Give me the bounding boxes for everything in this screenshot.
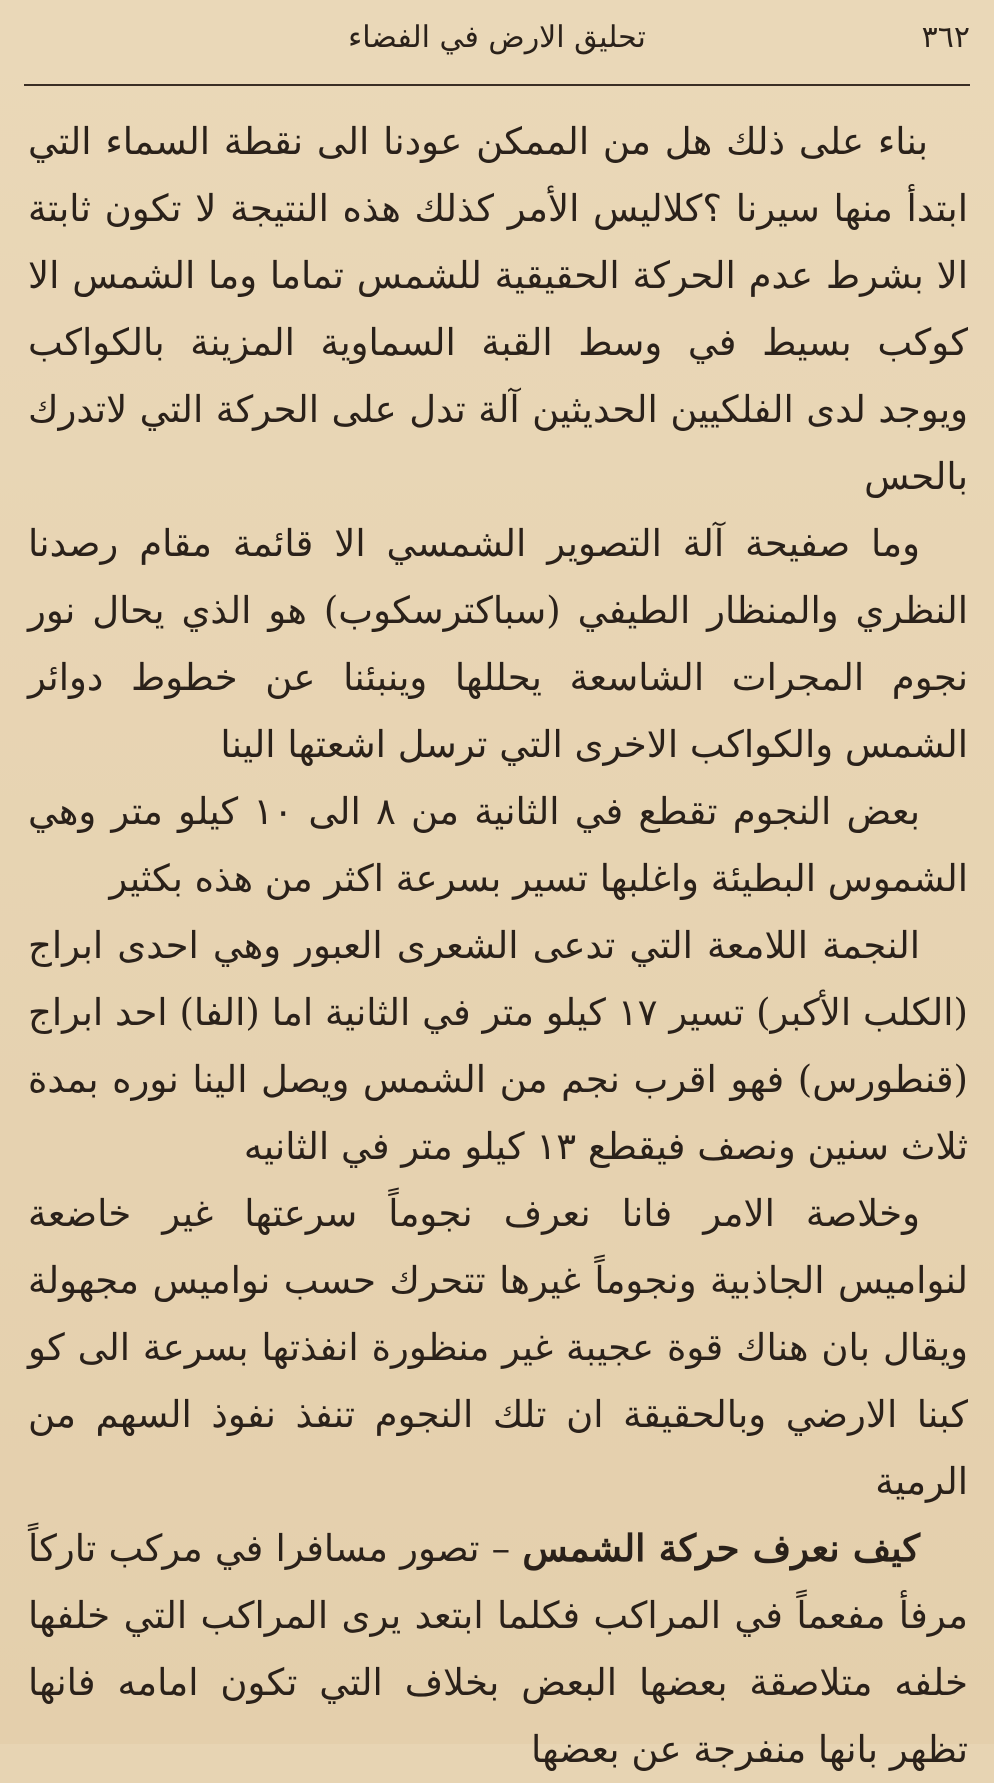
paragraph: بعض النجوم تقطع في الثانية من ٨ الى ١٠ كيلو متر وهي الشموس البطيئة واغلبها تسير بسرعة اكثر من هذه بكثير (28, 790, 968, 900)
paragraph: النجمة اللامعة التي تدعى الشعرى العبور وهي احدى ابراج (الكلب الأكبر) تسير ١٧ كيلو متر في الثانية اما (الفا) احد ابراج (قنطورس) فهو اقرب نجم من الشمس ويصل الينا نوره بمدة ثلاث سنين ونصف فيقطع ١٣ كيلو متر في الثانيه (28, 924, 968, 1168)
section-subhead: كيف نعرف حركة الشمس (522, 1526, 920, 1570)
paragraph: وخلاصة الامر فانا نعرف نجوماً سرعتها غير خاضعة لنواميس الجاذبية ونجوماً غيرها تتحرك حسب نواميس مجهولة ويقال بان هناك قوة عجيبة غير منظورة انفذتها بسرعة الى كو كبنا الارضي وبالحقيقة ان تلك النجوم تنفذ نفوذ السهم من الرمية (28, 1192, 968, 1503)
paragraph: بناء على ذلك هل من الممكن عودنا الى نقطة السماء التي ابتدأ منها سيرنا ؟كلاليس الأمر كذلك هذه النتيجة لا تكون ثابتة الا بشرط عدم الحركة الحقيقية للشمس تماما وما الشمس الا كوكب بسيط في وسط القبة السماوية المزينة بالكواكب ويوجد لدى الفلكيين الحديثين آلة تدل على الحركة التي لاتدرك بالحس (28, 120, 968, 498)
page-number: ٣٦٢ (921, 20, 970, 55)
header-rule (24, 84, 970, 86)
paragraph-text: – تصور مسافرا في مركب تاركاً مرفأ مفعماً في المراكب فكلما ابتعد يرى المراكب التي خلفها خلفه متلاصقة بعضها البعض بخلاف التي تكون امامه فانها تظهر بانها منفرجة عن بعضها (28, 1527, 968, 1771)
paragraph: وما صفيحة آلة التصوير الشمسي الا قائمة مقام رصدنا النظري والمنظار الطيفي (سباكترسكوب) هو الذي يحال نور نجوم المجرات الشاسعة يحللها وينبئنا عن خطوط دوائر الشمس والكواكب الاخرى التي ترسل اشعتها الينا (28, 522, 968, 766)
running-title: تحليق الارض في الفضاء (348, 20, 646, 55)
paragraph (28, 1515, 968, 1783)
page-header (24, 14, 970, 70)
body-text (28, 108, 968, 1783)
